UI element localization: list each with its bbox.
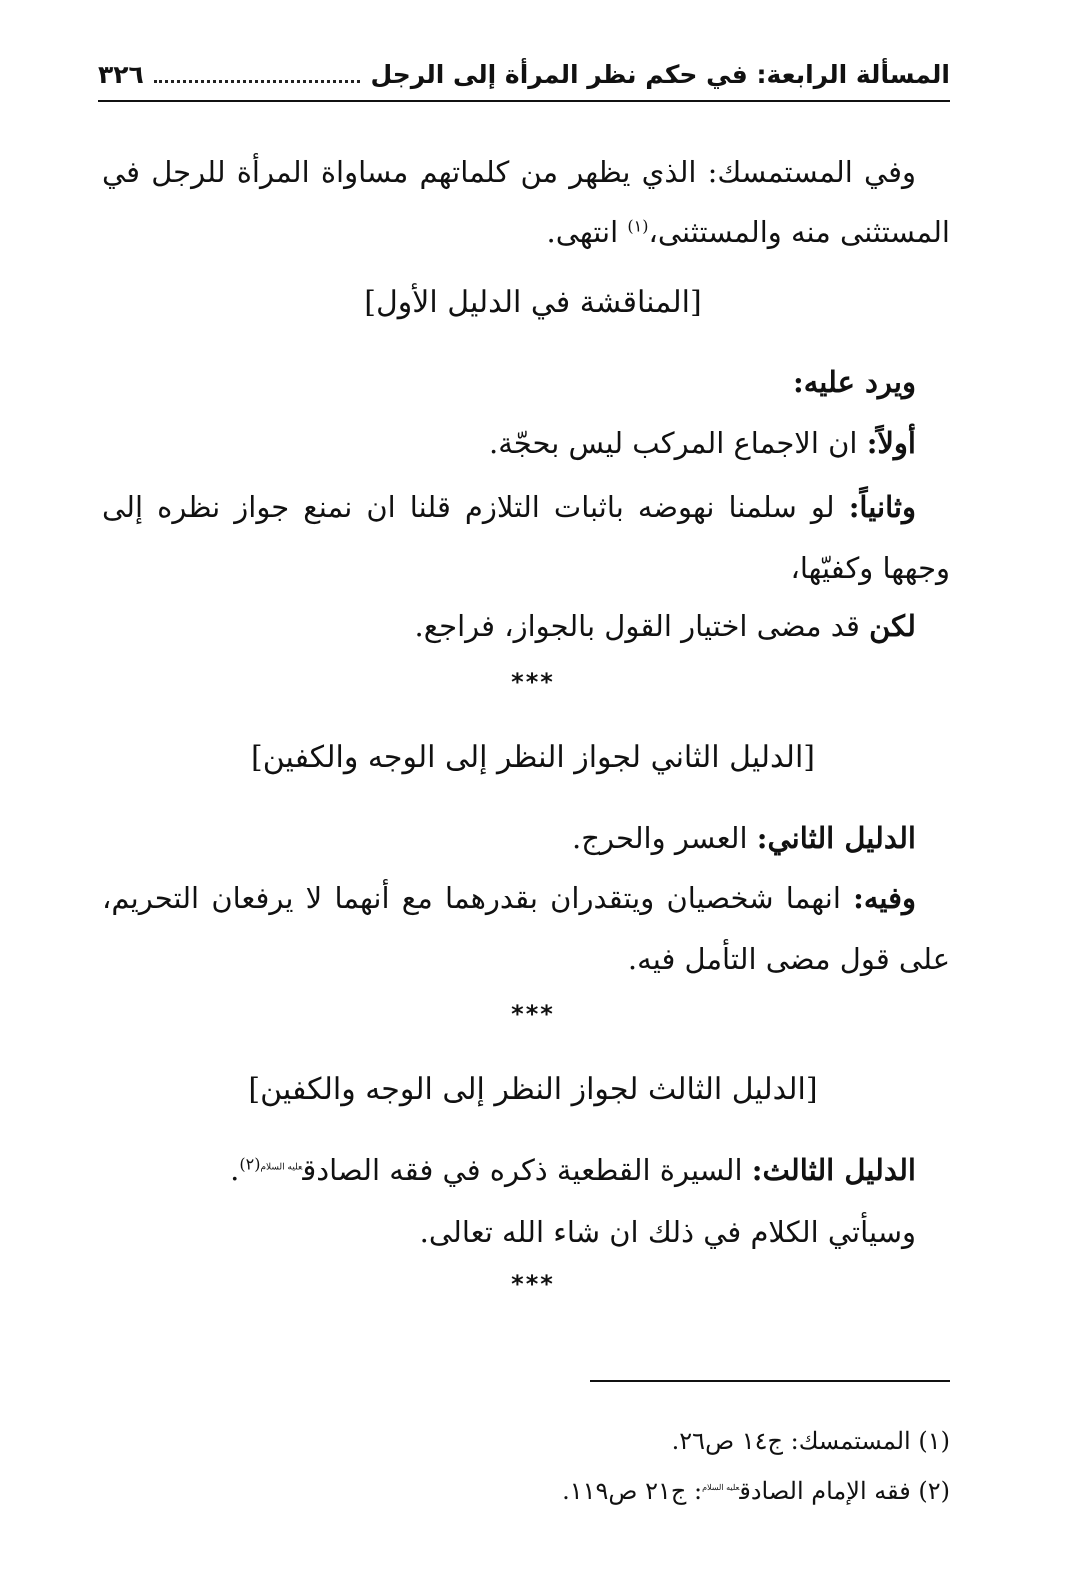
paragraph-line — [102, 1150, 916, 1190]
section-separator: *** — [511, 1270, 555, 1298]
text-span: وجهها وكفيّها، — [790, 551, 950, 585]
paragraph-line — [102, 362, 916, 402]
text-span: . — [230, 1153, 240, 1187]
footnote-ref: (١) — [627, 216, 649, 236]
bold-label: الدليل الثاني: — [756, 821, 916, 855]
footnote-rule — [590, 1380, 950, 1382]
header-leader-dots — [154, 80, 361, 83]
footnote-text: المستمسك: ج١٤ ص٢٦. — [671, 1427, 919, 1455]
section-separator: *** — [511, 1000, 555, 1028]
text-span: السيرة القطعية ذكره في فقه الصادق — [302, 1153, 752, 1187]
section-heading: [الدليل الثالث لجواز النظر إلى الوجه والكفين] — [248, 1072, 818, 1107]
section-separator: *** — [511, 668, 555, 696]
text-span: المستثنى منه والمستثنى، — [648, 215, 950, 249]
text-span: انتهى. — [546, 215, 628, 249]
section-heading: [الدليل الثاني لجواز النظر إلى الوجه والكفين] — [251, 740, 815, 775]
bold-label: أولاً: — [866, 426, 916, 460]
footnote — [102, 1424, 950, 1458]
page-number: ٣٢٦ — [98, 59, 144, 89]
paragraph-line — [102, 878, 916, 918]
paragraph-line — [102, 423, 916, 463]
footnote — [102, 1474, 950, 1508]
footnote-number: (٢) — [918, 1477, 950, 1505]
text-span: وفي المستمسك: الذي يظهر من كلماتهم مساواة المرأة للرجل في — [102, 155, 916, 189]
paragraph-line — [102, 548, 950, 588]
text-span: ان الاجماع المركب ليس بحجّة. — [489, 426, 867, 460]
paragraph-line — [102, 818, 916, 858]
text-span: وسيأتي الكلام في ذلك ان شاء الله تعالى. — [419, 1215, 916, 1249]
paragraph-line — [102, 1212, 916, 1252]
text-span: انهما شخصيان ويتقدران بقدرهما مع أنهما لا يرفعان التحريم، — [102, 881, 854, 915]
header-rule — [98, 100, 950, 102]
footnote-text: : ج٢١ ص١١٩. — [562, 1477, 703, 1505]
honorific-ligature: عليه السلام — [702, 1483, 740, 1492]
text-span: العسر والحرج. — [572, 821, 757, 855]
section-heading: [المناقشة في الدليل الأول] — [364, 285, 702, 320]
footnote-ref: (٢) — [239, 1154, 261, 1174]
paragraph-line — [102, 939, 950, 979]
paragraph-line — [102, 606, 916, 646]
text-span: على قول مضى التأمل فيه. — [627, 942, 950, 976]
footnote-number: (١) — [918, 1427, 950, 1455]
text-span: لو سلمنا نهوضه باثبات التلازم قلنا ان نمنع جواز نظره إلى — [102, 490, 849, 524]
text-span: قد مضى اختيار القول بالجواز، فراجع. — [414, 609, 870, 643]
honorific-ligature: عليه السلام — [260, 1162, 303, 1173]
paragraph-line — [102, 487, 916, 527]
bold-label: الدليل الثالث: — [751, 1153, 916, 1187]
running-header — [98, 52, 950, 96]
bold-label: لكن — [869, 609, 916, 643]
bold-label: ويرد عليه: — [793, 365, 916, 399]
paragraph-line — [102, 152, 916, 192]
footnote-text: فقه الإمام الصادق — [739, 1477, 919, 1505]
bold-label: وفيه: — [853, 881, 916, 915]
header-title: المسألة الرابعة: في حكم نظر المرأة إلى الرجل — [370, 59, 950, 89]
paragraph-line — [102, 212, 950, 252]
bold-label: وثانياً: — [848, 490, 916, 524]
